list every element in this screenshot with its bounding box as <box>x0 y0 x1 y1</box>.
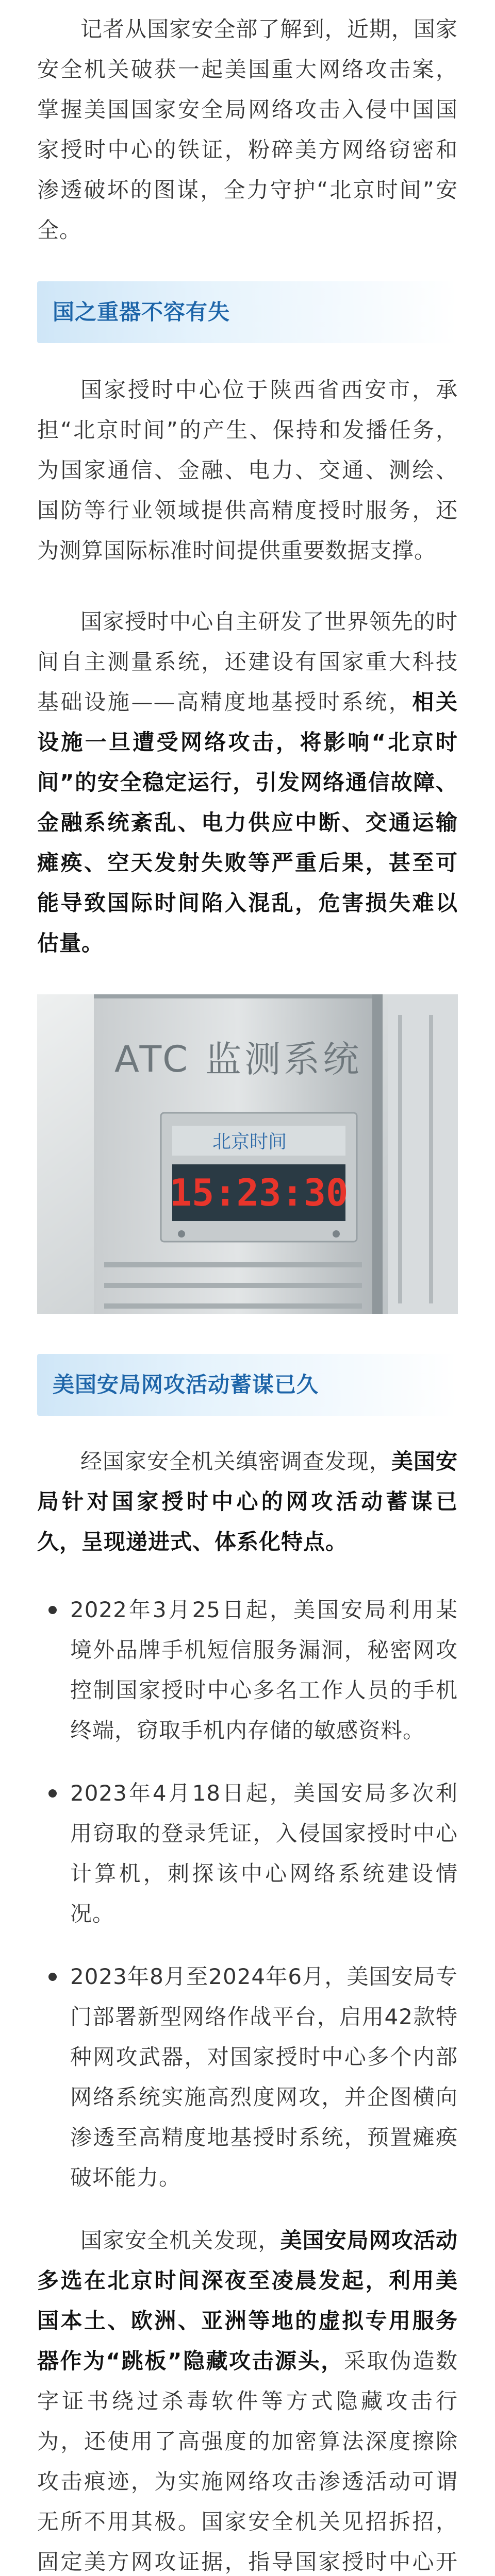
section2-closing-paragraph <box>37 2221 458 2576</box>
list-item <box>37 1957 458 2198</box>
section1-paragraph-2-bold: 相关设施一旦遭受网络攻击，将影响“北京时间”的安全稳定运行，引发网络通信故障、金融系统紊乱、电力供应中断、交通运输瘫痪、空天发射失败等严重后果，甚至可能导致国际时间陷入混乱，危害损失难以估量。 <box>37 689 458 956</box>
section2-lead-bold: 美国安局针对国家授时中心的网攻活动蓄谋已久，呈现递进式、体系化特点。 <box>37 1449 458 1554</box>
clock-photo-illustration <box>37 994 458 1314</box>
section2-lead-paragraph <box>37 1442 458 1562</box>
atc-plate-text: ATC 监测系统 <box>114 1038 362 1080</box>
bullet-dot-icon <box>48 1606 57 1614</box>
list-item <box>37 1773 458 1934</box>
section1-paragraph-1: 国家授时中心位于陕西省西安市，承担“北京时间”的产生、保持和发播任务，为国家通信、金融、电力、交通、测绘、国防等行业领域提供高精度授时服务，还为测算国际标准时间提供重要数据支撑。 <box>37 377 458 563</box>
section2-closing-bold: 美国安局网攻活动多选在北京时间深夜至凌晨发起，利用美国本土、欧洲、亚洲等地的虚拟专用服务器作为“跳板”隐藏攻击源头， <box>37 2228 458 2374</box>
section-heading-national-treasure: 国之重器不容有失 <box>37 281 458 343</box>
section2-lead-plain: 经国家安全机关缜密调查发现， <box>80 1449 391 1474</box>
section1-paragraph-2-plain: 国家授时中心自主研发了世界领先的时间自主测量系统，还建设有国家重大科技基础设施——高精度地基授时系统， <box>37 609 458 715</box>
bullet-dot-icon <box>48 1973 57 1981</box>
intro-paragraph: 记者从国家安全部了解到，近期，国家安全机关破获一起美国重大网络攻击案，掌握美国国家安全局网络攻击入侵中国国家授时中心的铁证，粉碎美方网络窃密和渗透破坏的图谋，全力守护“北京时间”安全。 <box>37 16 458 243</box>
attack-timeline-item-1: 2022年3月25日起，美国安局利用某境外品牌手机短信服务漏洞，秘密网攻控制国家授时中心多名工作人员的手机终端，窃取手机内存储的敏感资料。 <box>70 1597 458 1743</box>
section2-closing-plain-1: 国家安全机关发现， <box>80 2228 280 2253</box>
bullet-dot-icon <box>48 1789 57 1798</box>
beijing-time-label: 北京时间 <box>212 1131 287 1153</box>
section-heading-nsa-attacks: 美国安局网攻活动蓄谋已久 <box>37 1354 458 1416</box>
section1-paragraph-2 <box>37 602 458 963</box>
list-item <box>37 1590 458 1751</box>
timing-center-photo <box>37 994 458 1314</box>
attack-timeline-item-2: 2023年4月18日起，美国安局多次利用窃取的登录凭证，入侵国家授时中心计算机，刺探该中心网络系统建设情况。 <box>70 1781 458 1926</box>
clock-digits: 15:23:30 <box>169 1171 349 1214</box>
section2-closing-plain-2: 采取伪造数字证书绕过杀毒软件等方式隐藏攻击行为，还使用了高强度的加密算法深度擦除攻击痕迹，为实施网络攻击渗透活动可谓无所不用其极。国家安全机关见招拆招，固定美方网攻证据，指导国家授时中心开 <box>37 2348 458 2574</box>
attack-timeline-item-3: 2023年8月至2024年6月，美国安局专门部署新型网络作战平台，启用42款特种网攻武器，对国家授时中心多个内部网络系统实施高烈度网攻，并企图横向渗透至高精度地基授时系统，预置瘫痪破坏能力。 <box>70 1964 458 2190</box>
attack-timeline-list <box>37 1590 458 2198</box>
